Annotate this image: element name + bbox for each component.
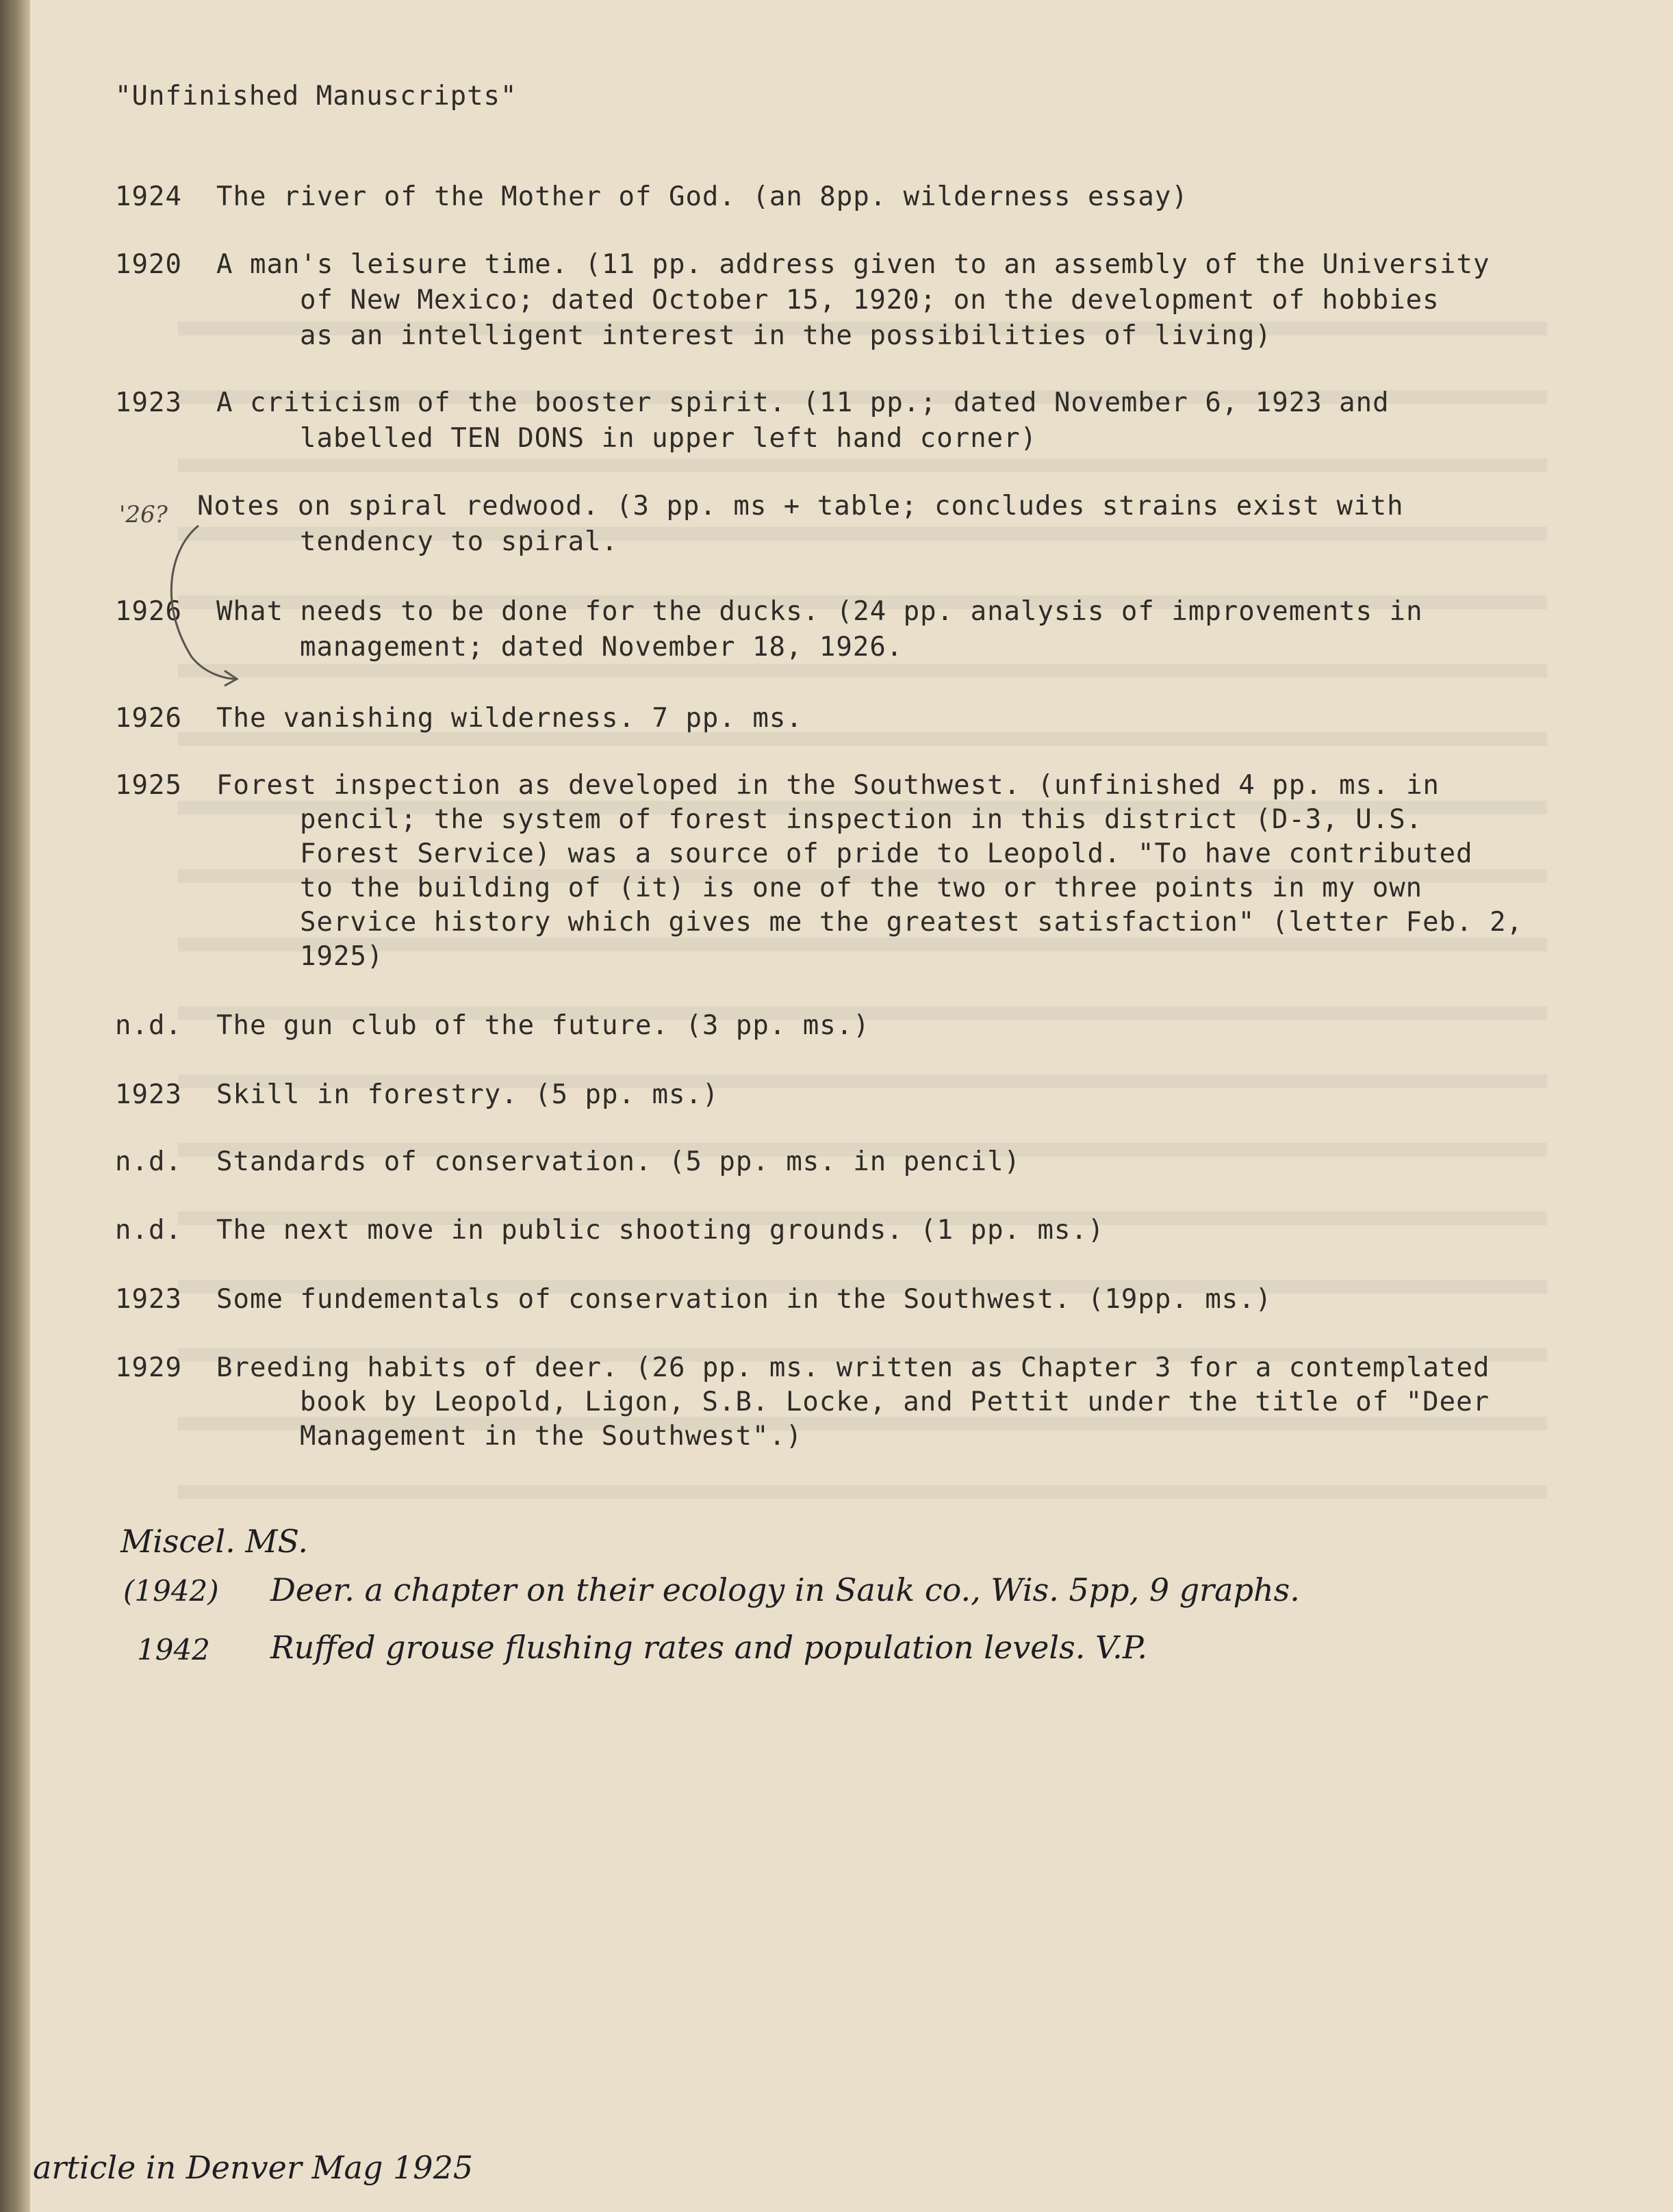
entry-year: 1926 xyxy=(115,703,182,734)
margin-date-note: '26? xyxy=(119,501,168,528)
entry-line: The river of the Mother of God. (an 8pp. wilderness essay) xyxy=(216,181,1188,212)
entry-line: The vanishing wilderness. 7 pp. ms. xyxy=(216,703,803,734)
handwritten-item-grouse: Ruffed grouse flushing rates and population levels. V.P. xyxy=(270,1629,1148,1666)
entry-line: Skill in forestry. (5 pp. ms.) xyxy=(216,1079,719,1110)
entry-year: 1923 xyxy=(115,387,182,418)
entry-year: 1925 xyxy=(115,770,182,801)
entry-line: A criticism of the booster spirit. (11 pp.; dated November 6, 1923 and xyxy=(216,387,1390,418)
handwritten-bottom-note: article in Denver Mag 1925 xyxy=(33,2149,474,2186)
entry-line: Standards of conservation. (5 pp. ms. in pencil) xyxy=(216,1146,1021,1177)
handwritten-item-deer: Deer. a chapter on their ecology in Sauk co., Wis. 5pp, 9 graphs. xyxy=(270,1571,1300,1608)
entry-year: 1923 xyxy=(115,1284,182,1315)
entry-line: Notes on spiral redwood. (3 pp. ms + table; concludes strains exist with xyxy=(197,491,1404,522)
entry-year: 1926 xyxy=(115,596,182,627)
entry-line: Some fundementals of conservation in the Southwest. (19pp. ms.) xyxy=(216,1284,1273,1315)
entry-line: Forest Service) was a source of pride to Leopold. "To have contributed xyxy=(300,838,1473,869)
entry-line: Management in the Southwest".) xyxy=(300,1421,803,1452)
entry-year: 1920 xyxy=(115,249,182,280)
handwritten-item-year: 1942 xyxy=(137,1633,210,1667)
page-binding-edge xyxy=(0,0,30,2212)
entry-line: pencil; the system of forest inspection in this district (D-3, U.S. xyxy=(300,804,1423,835)
entry-line: as an intelligent interest in the possibilities of living) xyxy=(300,320,1272,351)
entry-year: 1929 xyxy=(115,1352,182,1383)
entry-line: management; dated November 18, 1926. xyxy=(300,632,904,663)
entry-year: n.d. xyxy=(115,1146,182,1177)
entry-line: tendency to spiral. xyxy=(300,526,619,557)
handwritten-heading: Miscel. MS. xyxy=(120,1523,308,1560)
entry-line: The next move in public shooting grounds. (1 pp. ms.) xyxy=(216,1215,1105,1246)
page-title: "Unfinished Manuscripts" xyxy=(115,81,518,112)
handwritten-item-year: (1942) xyxy=(123,1574,219,1608)
entry-year: 1923 xyxy=(115,1079,182,1110)
entry-line: The gun club of the future. (3 pp. ms.) xyxy=(216,1010,870,1041)
entry-line: labelled TEN DONS in upper left hand corner) xyxy=(300,423,1038,454)
entry-year: n.d. xyxy=(115,1215,182,1246)
entry-year: 1924 xyxy=(115,181,182,212)
entry-line: Forest inspection as developed in the Southwest. (unfinished 4 pp. ms. in xyxy=(216,770,1440,801)
entry-year: n.d. xyxy=(115,1010,182,1041)
entry-line: What needs to be done for the ducks. (24 pp. analysis of improvements in xyxy=(216,596,1423,627)
entry-line: Breeding habits of deer. (26 pp. ms. written as Chapter 3 for a contemplated xyxy=(216,1352,1490,1383)
entry-line: to the building of (it) is one of the two or three points in my own xyxy=(300,873,1423,903)
entry-line: book by Leopold, Ligon, S.B. Locke, and Pettit under the title of "Deer xyxy=(300,1387,1490,1417)
entry-line: Service history which gives me the greatest satisfaction" (letter Feb. 2, xyxy=(300,907,1524,938)
margin-arrow-icon xyxy=(144,520,246,691)
entry-line: A man's leisure time. (11 pp. address given to an assembly of the University xyxy=(216,249,1490,280)
entry-line: of New Mexico; dated October 15, 1920; on the development of hobbies xyxy=(300,285,1440,316)
entry-line: 1925) xyxy=(300,941,384,972)
